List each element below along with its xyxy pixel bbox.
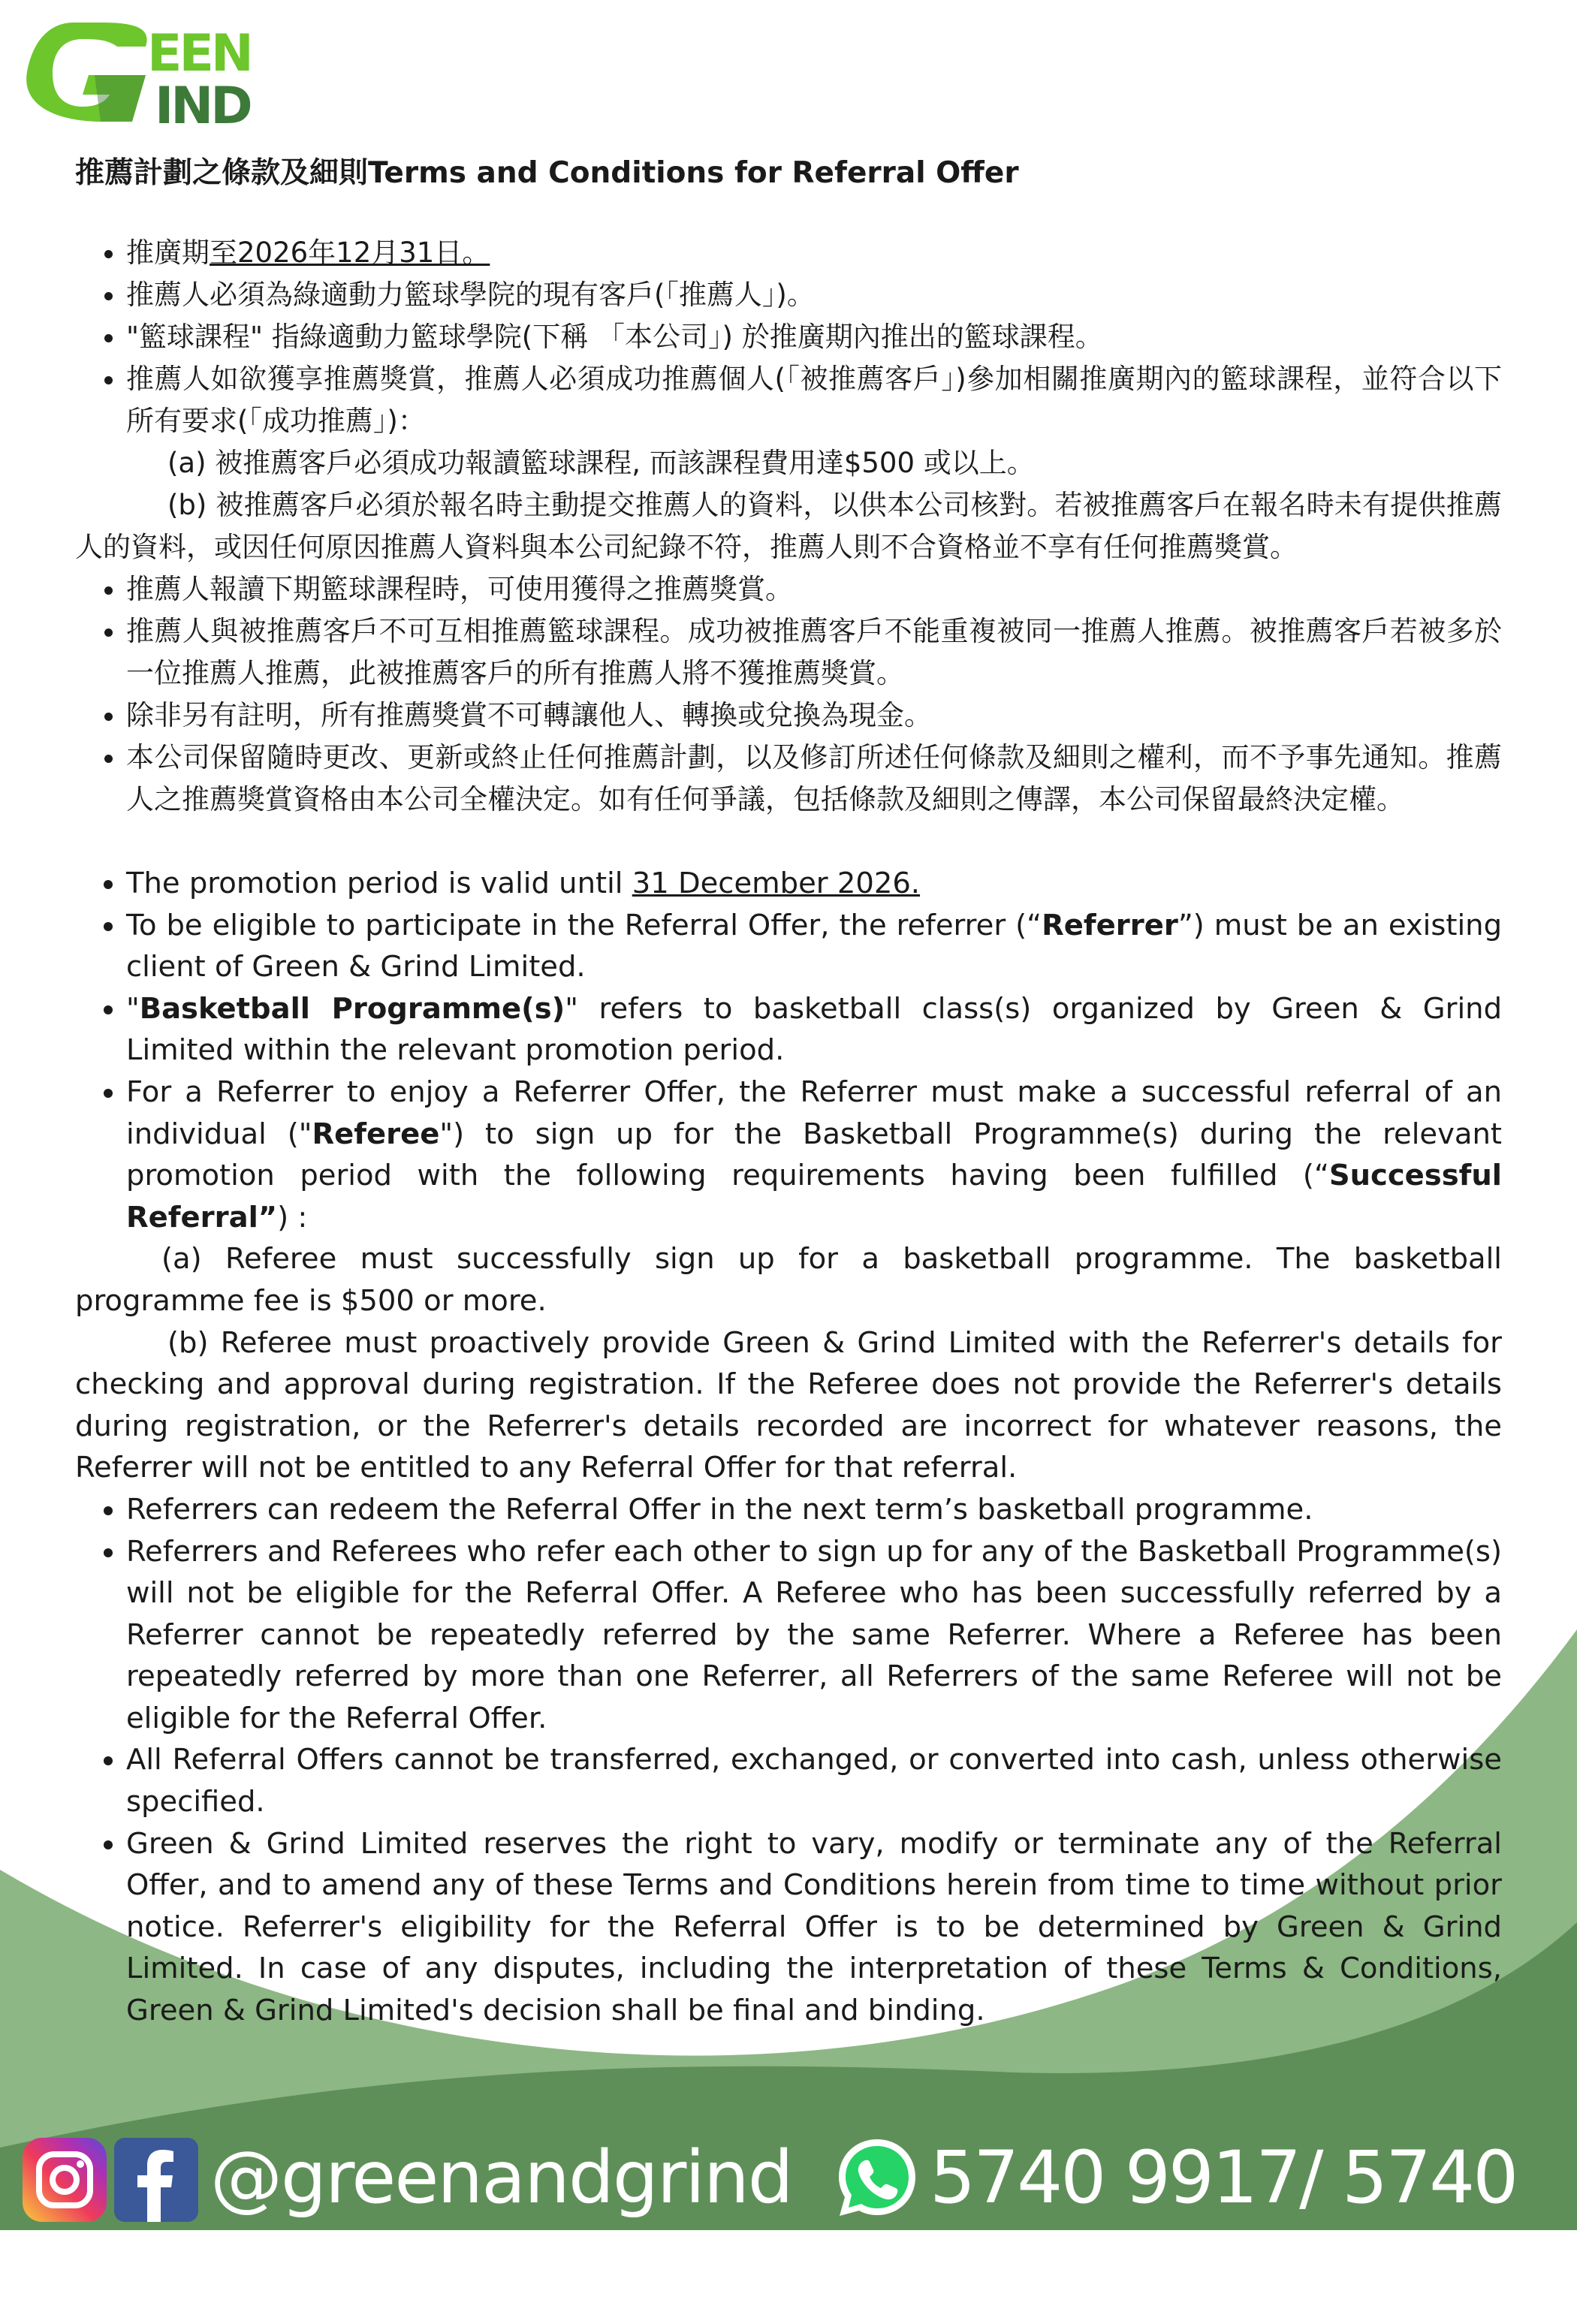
zh-item-2: • 推薦人必須為綠適動力籃球學院的現有客戶(｢推薦人｣)。 <box>126 274 1502 316</box>
en-item-7: • All Referral Offers cannot be transferred, exchanged, or converted into cash, unless otherwise specified. <box>126 1739 1502 1822</box>
promotion-end-date: 31 December 2026. <box>632 867 921 900</box>
instagram-icon[interactable] <box>23 2138 107 2222</box>
en-item-6: • Referrers and Referees who refer each other to sign up for any of the Basketball Programme(s) will not be eligible for the Referral Offer. A Referee who has been successfully referred by a Referrer cannot be repeatedly referred by the same Referrer. Where a Referee has been repeatedly referred by more than one Referrer, all Referrers of the same Referee will not be eligible for the Referral Offer. <box>126 1531 1502 1740</box>
en-item-1: • The promotion period is valid until 31 December 2026. <box>126 863 1502 905</box>
svg-text:IND: IND <box>155 77 250 129</box>
page-title: 推薦計劃之條款及細則Terms and Conditions for Referral Offer <box>75 156 1019 190</box>
en-item-5: • Referrers can redeem the Referral Offer in the next term’s basketball programme. <box>126 1489 1502 1531</box>
facebook-icon[interactable] <box>114 2138 198 2222</box>
zh-item-6: • 推薦人與被推薦客戶不可互相推薦籃球課程。成功被推薦客戶不能重複被同一推薦人推薦。被推薦客戶若被多於一位推薦人推薦，此被推薦客戶的所有推薦人將不獲推薦獎賞。 <box>126 610 1502 695</box>
zh-condition-a: (a) 被推薦客戶必須成功報讀籃球課程, 而該課程費用達$500 或以上。 <box>167 447 1035 479</box>
en-item-3: • "Basketball Programme(s)" refers to basketball class(s) organized by Green & Grind Limited within the relevant promotion period. <box>126 988 1502 1072</box>
whatsapp-icon[interactable] <box>832 2133 922 2223</box>
en-item-8: • Green & Grind Limited reserves the right to vary, modify or terminate any of the Referral Offer, and to amend any of these Terms and Conditions herein from time to time without prior notice. Referrer's eligibility for the Referral Offer is to be determined by Green & Grind Limited. In case of any disputes, including the interpretation of these Terms & Conditions, Green & Grind Limited's decision shall be final and binding. <box>126 1823 1502 2032</box>
svg-text:EEN: EEN <box>147 24 251 83</box>
zh-item-7: • 除非另有註明，所有推薦獎賞不可轉讓他人、轉換或兌換為現金。 <box>126 695 1502 737</box>
en-condition-a: (a) Referee must successfully sign up for a basketball programme. The basketball programme fee is $500 or more. <box>75 1242 1502 1318</box>
contact-footer <box>0 2129 1577 2317</box>
phone-numbers[interactable]: 5740 9917/ 5740 7655 <box>930 2136 1517 2317</box>
zh-condition-b: (b) 被推薦客戶必須於報名時主動提交推薦人的資料，以供本公司核對。若被推薦客戶在報名時未有提供推薦人的資料，或因任何原因推薦人資料與本公司紀錄不符，推薦人則不合資格並不享有任何推薦獎賞。 <box>75 489 1502 563</box>
zh-item-3: • "籃球課程" 指綠適動力籃球學院(下稱 「本公司｣) 於推廣期內推出的籃球課程。 <box>126 316 1502 358</box>
social-handle[interactable]: @greenandgrind <box>210 2136 792 2220</box>
en-condition-b: (b) Referee must proactively provide Green & Grind Limited with the Referrer's details for checking and approval during registration. If the Referee does not provide the Referrer's details during registration, or the Referrer's details recorded are incorrect for whatever reasons, the Referrer will not be entitled to any Referral Offer for that referral. <box>75 1325 1502 1485</box>
zh-item-4: • 推薦人如欲獲享推薦獎賞，推薦人必須成功推薦個人(｢被推薦客戶｣)參加相關推廣期內的籃球課程，並符合以下所有要求(｢成功推薦｣)： (a) 被推薦客戶必須成功報讀籃球課程, 而該課程費用達$500 或以上。 (b) 被推薦客戶必須於報名時主動提交推薦人的資料，以供本公司核對。若被推薦客戶在報名時未有提供推薦人的資料，或因任何原因推薦人資料與本公司紀錄不符，推薦人則不合資格並不享有任何推薦獎賞。 <box>126 358 1502 568</box>
chinese-terms-list <box>75 232 1502 821</box>
zh-item-8: • 本公司保留隨時更改、更新或終止任何推薦計劃，以及修訂所述任何條款及細則之權利，而不予事先通知。推薦人之推薦獎賞資格由本公司全權決定。如有任何爭議，包括條款及細則之傳譯，本公司保留最終決定權。 <box>126 737 1502 821</box>
zh-item-5: • 推薦人報讀下期籃球課程時，可使用獲得之推薦獎賞。 <box>126 568 1502 610</box>
green-grind-logo <box>20 17 260 129</box>
en-item-2: • To be eligible to participate in the Referral Offer, the referrer (“Referrer”) must be an existing client of Green & Grind Limited. <box>126 905 1502 988</box>
en-item-4: • For a Referrer to enjoy a Referrer Offer, the Referrer must make a successful referral of an individual ("Referee") to sign up for the Basketball Programme(s) during the relevant promotion period with the following requirements having been fulfilled (“Successful Referral”) : (a) Referee must successfully sign up for a basketball programme. The basketball programme fee is $500 or more. (b) Referee must proactively provide Green & Grind Limited with the Referrer's details for checking and approval during registration. If the Referee does not provide the Referrer's details during registration, or the Referrer's details recorded are incorrect for whatever reasons, the Referrer will not be entitled to any Referral Offer for that referral. <box>126 1072 1502 1489</box>
terms-content <box>75 154 1502 2032</box>
zh-item-1: • 推廣期至2026年12月31日。 <box>126 232 1502 274</box>
english-terms-list <box>75 863 1502 2032</box>
